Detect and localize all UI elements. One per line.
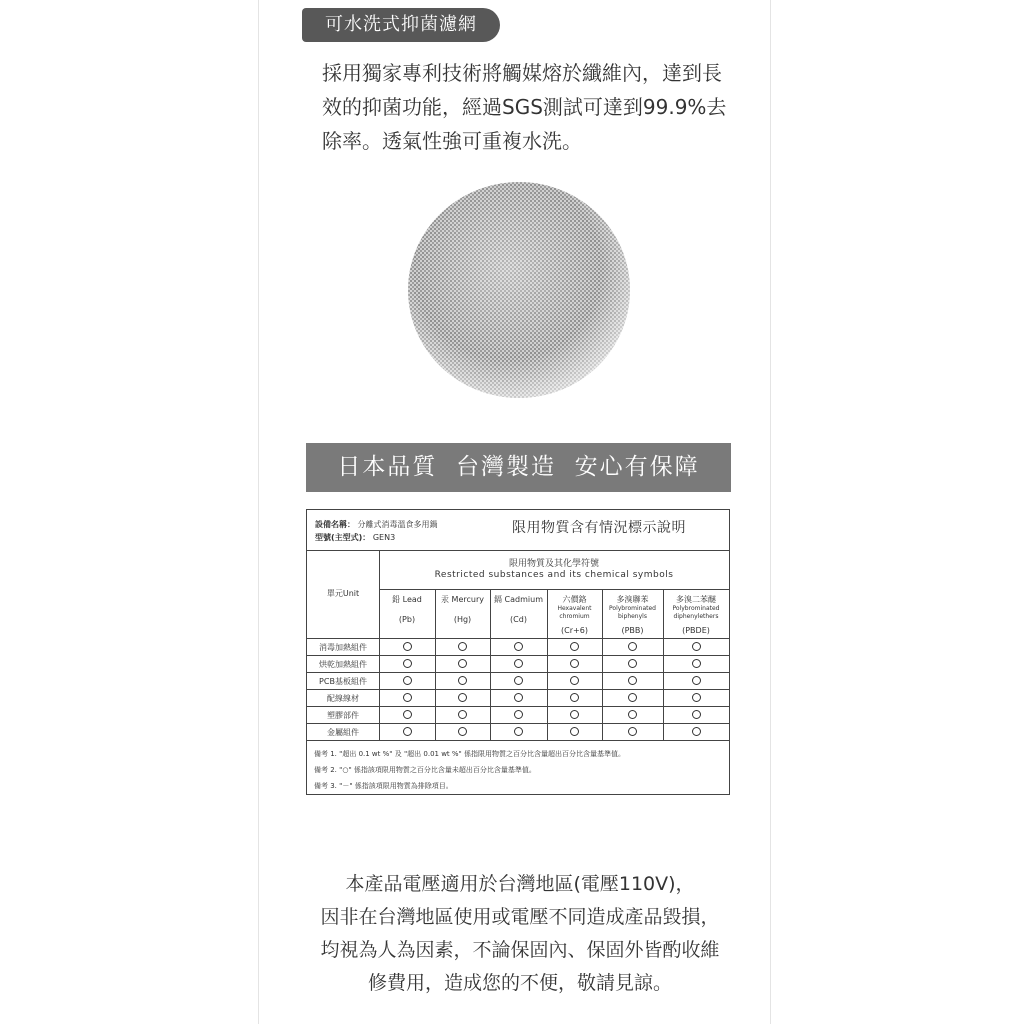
substance-name: 汞 Mercury [441,595,484,604]
compliance-mark [458,727,467,736]
quality-banner: 日本品質 台灣製造 安心有保障 [306,443,731,492]
compliance-mark [628,710,637,719]
substance-name: 鎘 Cadmium [494,595,543,604]
compliance-mark [692,727,701,736]
rule [307,723,729,724]
note-line: 備考 3. "－" 係指該項限用物質為排除項目。 [314,782,453,790]
compliance-mark [458,693,467,702]
rule [663,589,664,740]
substance-name: 鉛 Lead [392,595,422,604]
rule [307,655,729,656]
row-label: 烘乾加熱組件 [319,660,367,669]
compliance-mark [458,710,467,719]
compliance-mark [403,676,412,685]
intro-line: 採用獨家專利技術將觸媒熔於纖維內，達到長 [322,61,722,85]
rule [307,672,729,673]
compliance-mark [628,676,637,685]
substance-name: 多溴二苯醚 [676,595,716,604]
row-label: PCB基板組件 [319,677,367,686]
rule [602,589,603,740]
voltage-notice [300,868,740,1000]
compliance-mark [628,693,637,702]
compliance-mark [628,642,637,651]
substance-name: 多溴聯苯 [616,595,649,604]
substance-en: Polybrominated diphenylethers [672,605,720,620]
restricted-substances-table [306,509,730,795]
notice-line: 修費用，造成您的不便，敬請見諒。 [367,972,672,994]
rule [307,740,729,741]
substance-en: Polybrominated biphenyls [609,605,656,620]
left-divider [258,0,259,1024]
device-info [315,518,438,544]
row-label: 消毒加熱組件 [319,643,367,652]
compliance-mark [692,693,701,702]
notice-line: 本產品電壓適用於台灣地區(電壓110V)， [345,873,695,895]
restricted-zh: 限用物質及其化學符號 [508,559,599,569]
compliance-mark [514,642,523,651]
note-line: 備考 1. "超出 0.1 wt %" 及 "超出 0.01 wt %" 係指限用物質之百分比含量超出百分比含量基準值。 [314,750,625,758]
rule [307,706,729,707]
device-name: 分離式消毒溫食多用鍋 [357,520,438,529]
intro-paragraph [322,56,762,158]
filter-mesh-image [406,180,632,400]
rule [435,589,436,740]
intro-line: 除率。透氣性強可重複水洗。 [322,129,582,153]
device-label: 設備名稱： [315,520,355,529]
row-label: 塑膠部件 [327,711,359,720]
substance-name: 六價鉻 [562,595,587,604]
table-header-area [307,510,729,551]
compliance-mark [628,727,637,736]
rule [307,689,729,690]
compliance-mark [458,676,467,685]
model-value: GEN3 [372,533,396,542]
compliance-mark [403,710,412,719]
compliance-mark [403,642,412,651]
compliance-mark [570,642,579,651]
compliance-mark [692,676,701,685]
compliance-mark [403,659,412,668]
compliance-mark [514,676,523,685]
compliance-mark [628,659,637,668]
compliance-mark [514,659,523,668]
right-divider [770,0,771,1024]
compliance-mark [692,659,701,668]
compliance-mark [458,642,467,651]
compliance-mark [514,727,523,736]
compliance-mark [514,693,523,702]
compliance-mark [570,676,579,685]
compliance-mark [570,659,579,668]
substance-en: Hexavalent chromium [557,605,592,620]
compliance-mark [514,710,523,719]
intro-line: 效的抑菌功能，經過SGS測試可達到99.9%去 [322,95,727,119]
compliance-mark [570,693,579,702]
substance-symbol: (Cd) [510,615,527,624]
compliance-mark [458,659,467,668]
substance-symbol: (Hg) [453,615,472,624]
compliance-mark [570,727,579,736]
row-label: 金屬組件 [327,728,359,737]
compliance-mark [570,710,579,719]
rule [379,550,380,740]
model-label: 型號(主型式)： [315,533,371,542]
notice-line: 均視為人為因素，不論保固內、保固外皆酌收維 [320,939,720,961]
compliance-mark [403,693,412,702]
compliance-mark [692,642,701,651]
row-label: 配線線材 [327,694,359,703]
rule [547,589,548,740]
substance-symbol: (Pb) [398,615,416,624]
substance-symbol: (PBDE) [682,626,710,635]
note-line: 備考 2. "○" 係指該項限用物質之百分比含量未超出百分比含量基準值。 [314,766,536,774]
section-title-pill: 可水洗式抑菌濾網 [302,8,500,42]
substance-symbol: (Cr+6) [561,626,588,635]
table-title: 限用物質含有情況標示說明 [512,520,686,536]
table-notes [314,746,625,794]
compliance-mark [403,727,412,736]
compliance-mark [692,710,701,719]
rule [379,589,729,590]
substance-symbol: (PBB) [621,626,644,635]
rule [307,638,729,639]
notice-line: 因非在台灣地區使用或電壓不同造成產品毀損， [320,906,720,928]
restricted-en: Restricted substances and its chemical symbols [434,570,674,580]
rule [490,589,491,740]
unit-label: 單元Unit [326,589,360,598]
